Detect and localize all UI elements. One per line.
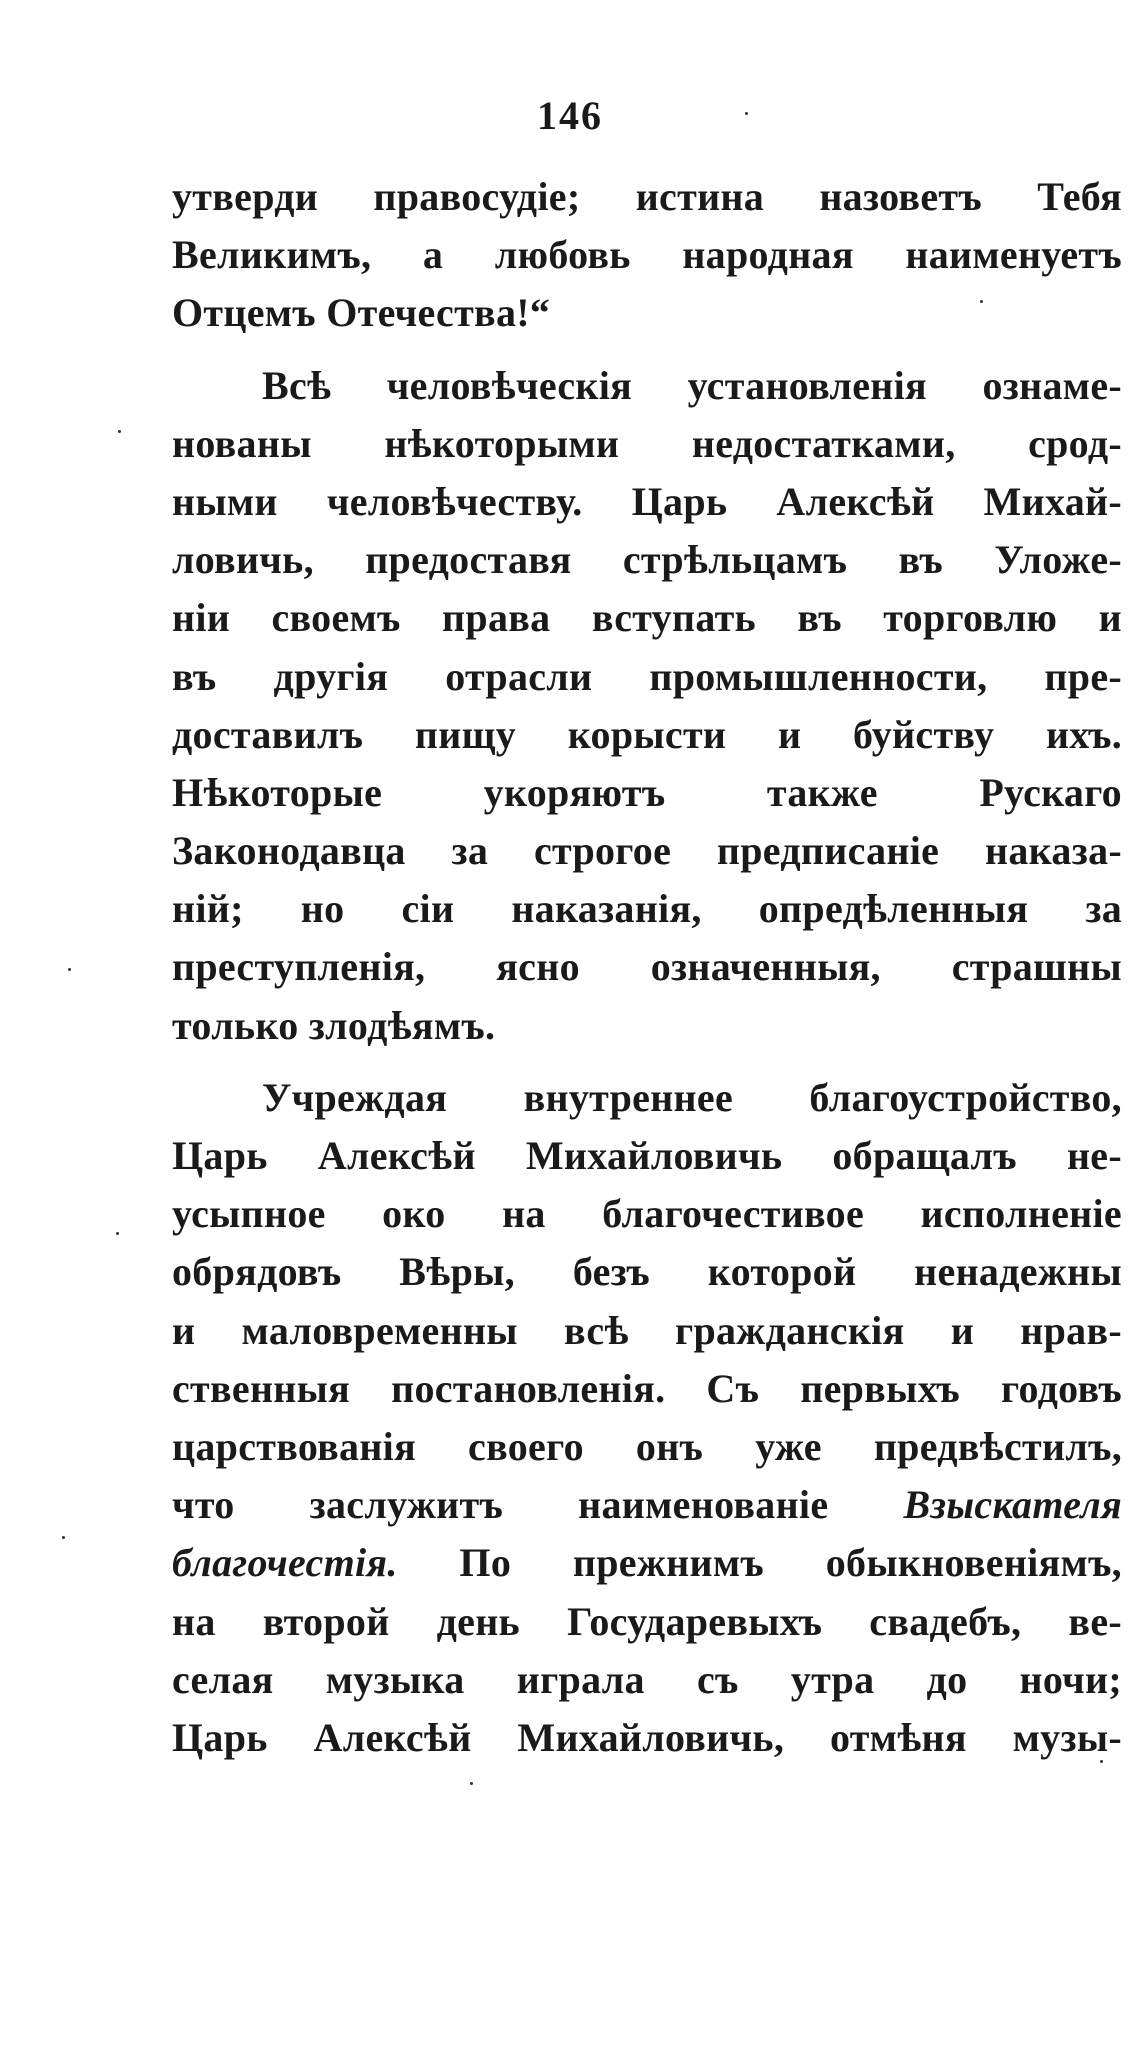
text-line: утверди правосудіе; истина назоветъ Тебя bbox=[172, 174, 1122, 219]
text-line: царствованія своего онъ уже предвѣстилъ, bbox=[172, 1423, 1122, 1469]
text-line bbox=[172, 1534, 1122, 1592]
scan-speck bbox=[470, 1782, 473, 1785]
text-line: ній; но сіи наказанія, опредѣленныя за bbox=[172, 886, 1122, 932]
text-segment: что заслужитъ наименованіе bbox=[172, 1482, 829, 1528]
text-line: и маловременны всѣ гражданскія и нрав- bbox=[172, 1307, 1122, 1353]
text-line: ными человѣчеству. Царь Алексѣй Михай- bbox=[172, 478, 1122, 524]
scan-speck bbox=[68, 968, 71, 971]
text-line: Царь Алексѣй Михайловичь, отмѣня музы- bbox=[172, 1714, 1122, 1760]
text-line: селая музыка играла съ утра до ночи; bbox=[172, 1656, 1122, 1702]
body-text bbox=[172, 168, 1122, 1767]
scan-speck bbox=[116, 1232, 119, 1235]
text-line: преступленія, ясно означенныя, страшны bbox=[172, 944, 1122, 990]
text-line: ніи своемъ права вступать въ торговлю и bbox=[172, 595, 1122, 641]
text-line: Всѣ человѣческія установленія ознаме- bbox=[262, 362, 1122, 408]
text-segment: По прежнимъ обыкновеніямъ, bbox=[459, 1540, 1122, 1586]
text-line: въ другія отрасли промышленности, пре- bbox=[172, 653, 1122, 699]
text-line-with-italic bbox=[172, 1476, 1122, 1534]
text-line: Великимъ, а любовь народная наименуетъ bbox=[172, 232, 1122, 278]
scan-speck bbox=[980, 300, 983, 303]
italic-phrase: Взыскателя bbox=[903, 1482, 1122, 1528]
text-line: Учреждая внутреннее благоустройство, bbox=[262, 1074, 1122, 1120]
italic-word: благочестія. bbox=[172, 1540, 398, 1586]
scan-speck bbox=[118, 430, 121, 433]
scan-speck bbox=[745, 112, 748, 115]
text-line: усыпное око на благочестивое исполненіе bbox=[172, 1191, 1122, 1237]
text-line: Законодавца за строгое предписаніе наказа- bbox=[172, 828, 1122, 874]
text-line: обрядовъ Вѣры, безъ которой ненадежны bbox=[172, 1249, 1122, 1295]
text-line: доставилъ пищу корысти и буйству ихъ. bbox=[172, 711, 1122, 757]
text-line: Нѣкоторые укоряютъ также Рускаго bbox=[172, 769, 1122, 815]
text-line: ственныя постановленія. Съ первыхъ годовъ bbox=[172, 1365, 1122, 1411]
text-line: только злодѣямъ. bbox=[172, 1002, 496, 1048]
scan-speck bbox=[1100, 1760, 1103, 1763]
text-line: на второй день Государевыхъ свадебъ, ве- bbox=[172, 1598, 1122, 1644]
text-line: Царь Алексѣй Михайловичь обращалъ не- bbox=[172, 1133, 1122, 1178]
scan-speck bbox=[62, 1536, 65, 1539]
text-line: ловичь, предоставя стрѣльцамъ въ Уложе- bbox=[172, 537, 1122, 583]
text-line: нованы нѣкоторыми недостатками, срод- bbox=[172, 420, 1122, 466]
text-line: Отцемъ Отечества!“ bbox=[172, 290, 551, 336]
page-number: 146 bbox=[537, 93, 603, 138]
